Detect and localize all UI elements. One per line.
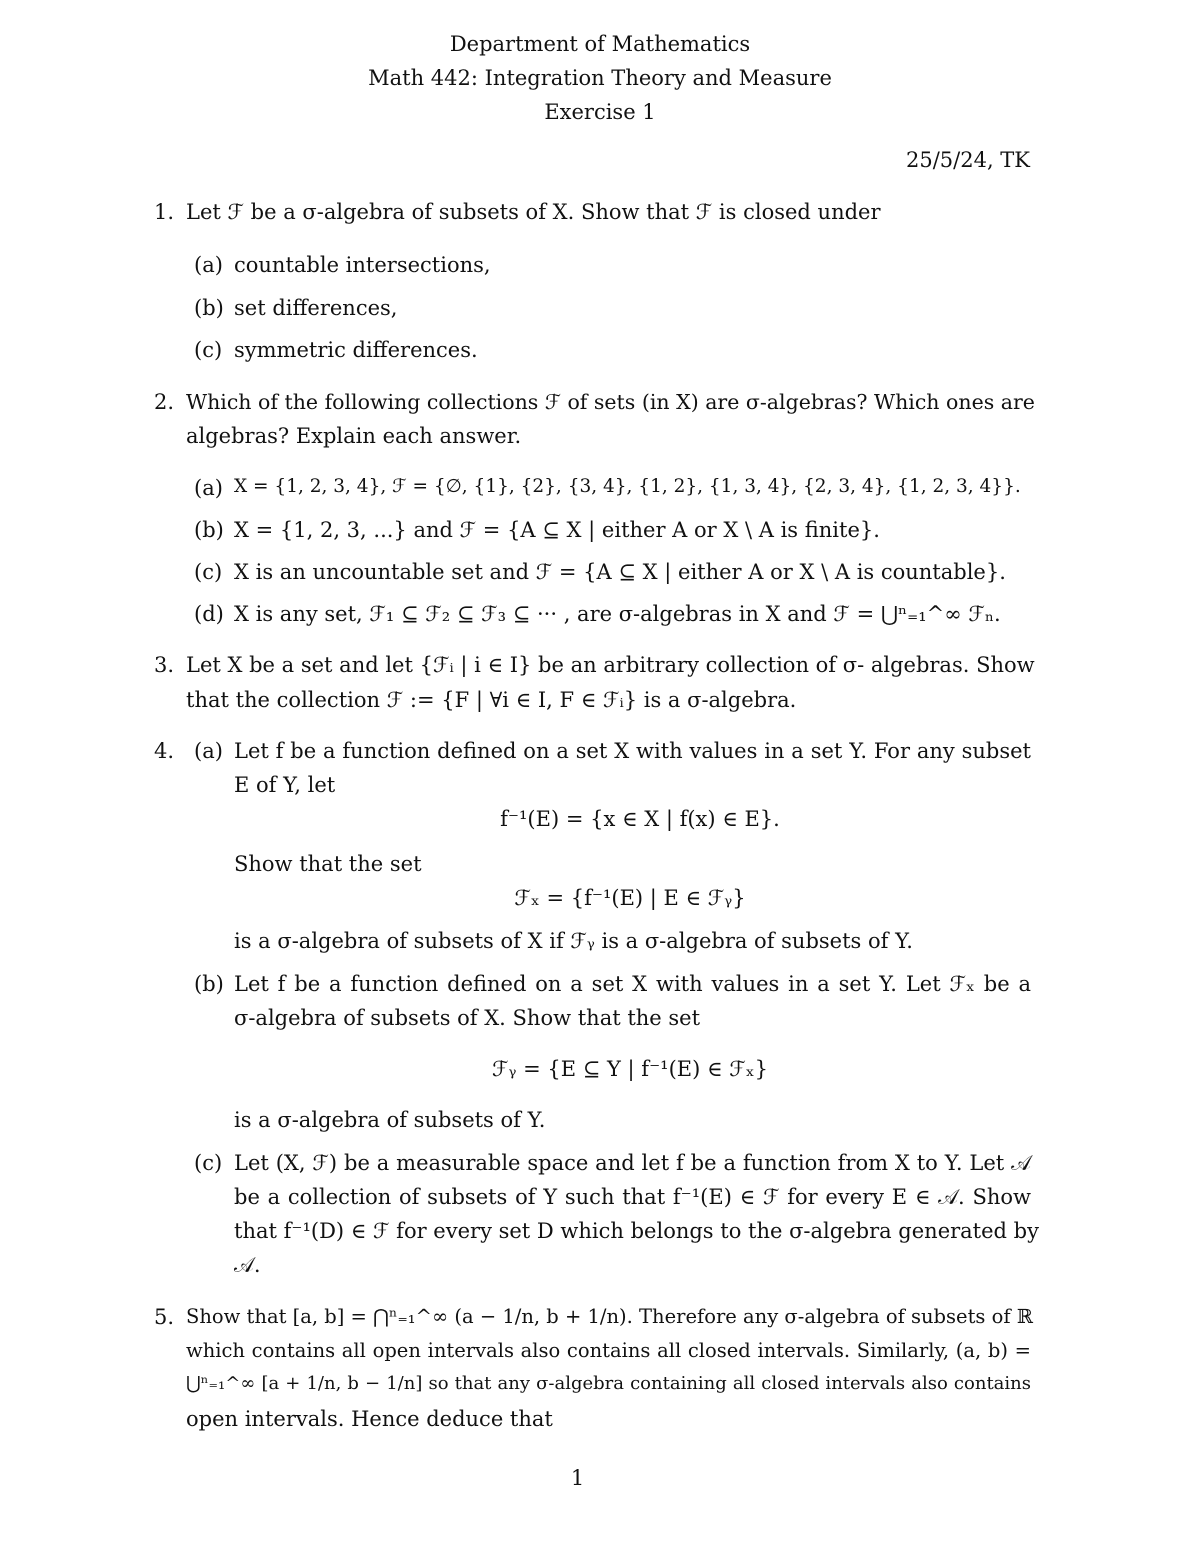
course-title: Math 442: Integration Theory and Measure xyxy=(368,66,832,90)
date-author: 25/5/24, TK xyxy=(905,148,1030,172)
problem-1-text: Let ℱ be a σ-algebra of subsets of X. Show that ℱ is closed under xyxy=(186,200,881,224)
problem-4c-text-line: that f⁻¹(D) ∈ ℱ for every set D which belongs to the σ-algebra generated by xyxy=(234,1219,1039,1243)
problem-4a-display-2: ℱₓ = {f⁻¹(E) | E ∈ ℱᵧ} xyxy=(514,886,746,910)
problem-4b-text-line: σ-algebra of subsets of X. Show that the set xyxy=(234,1006,701,1030)
problem-5-text-line: open intervals. Hence deduce that xyxy=(186,1407,553,1431)
problem-1a-label: (a) xyxy=(194,253,223,277)
problem-4b-display-1: ℱᵧ = {E ⊆ Y | f⁻¹(E) ∈ ℱₓ} xyxy=(492,1057,768,1081)
problem-4a-after-text: is a σ-algebra of subsets of X if ℱᵧ is a σ-algebra of subsets of Y. xyxy=(234,929,913,953)
problem-1-number: 1. xyxy=(154,200,175,224)
problem-4c-label: (c) xyxy=(194,1151,223,1175)
problem-2d-label: (d) xyxy=(194,602,224,626)
problem-3-number: 3. xyxy=(154,653,175,677)
problem-4c-text-line: 𝒜. xyxy=(234,1253,261,1277)
problem-4b-after-text: is a σ-algebra of subsets of Y. xyxy=(234,1108,546,1132)
problem-1a-text: countable intersections, xyxy=(234,253,491,277)
problem-1c-text: symmetric differences. xyxy=(234,338,478,362)
problem-2c-text: X is an uncountable set and ℱ = {A ⊆ X | either A or X \ A is countable}. xyxy=(234,560,1006,584)
problem-5-text-line: which contains all open intervals also contains all closed intervals. Similarly, (a, b) = xyxy=(186,1339,1031,1362)
problem-2-text-line: algebras? Explain each answer. xyxy=(186,424,522,448)
problem-4b-text-line: Let f be a function defined on a set X with values in a set Y. Let ℱₓ be a xyxy=(234,972,1031,996)
problem-4a-display-1: f⁻¹(E) = {x ∈ X | f(x) ∈ E}. xyxy=(500,807,780,831)
problem-5-number: 5. xyxy=(154,1305,175,1329)
problem-3-text-line: Let X be a set and let {ℱᵢ | i ∈ I} be an arbitrary collection of σ- algebras. Show xyxy=(186,653,1035,677)
problem-1c-label: (c) xyxy=(194,338,223,362)
problem-2a-label: (a) xyxy=(194,476,223,500)
problem-5-text-line: Show that [a, b] = ⋂ⁿ₌₁^∞ (a − 1/n, b + 1/n). Therefore any σ-algebra of subsets of ℝ xyxy=(186,1305,1033,1328)
page-number: 1 xyxy=(570,1466,585,1490)
problem-2d-text: X is any set, ℱ₁ ⊆ ℱ₂ ⊆ ℱ₃ ⊆ ··· , are σ-algebras in X and ℱ = ⋃ⁿ₌₁^∞ ℱₙ. xyxy=(234,602,1001,626)
problem-4a-mid-text: Show that the set xyxy=(234,852,422,876)
problem-2a-text: X = {1, 2, 3, 4}, ℱ = {∅, {1}, {2}, {3, 4}, {1, 2}, {1, 3, 4}, {2, 3, 4}, {1, 2, 3, 4}}. xyxy=(234,476,1021,497)
problem-4c-text-line: Let (X, ℱ) be a measurable space and let f be a function from X to Y. Let 𝒜 xyxy=(234,1151,1031,1175)
problem-2c-label: (c) xyxy=(194,560,223,584)
problem-4a-text-line: Let f be a function defined on a set X with values in a set Y. For any subset xyxy=(234,739,1031,763)
problem-4-number: 4. xyxy=(154,739,175,763)
exercise-title: Exercise 1 xyxy=(544,100,656,124)
problem-2-text-line: Which of the following collections ℱ of sets (in X) are σ-algebras? Which ones are xyxy=(186,390,1035,414)
problem-2b-label: (b) xyxy=(194,518,224,542)
problem-1b-text: set differences, xyxy=(234,296,398,320)
problem-3-text-line: that the collection ℱ := {F | ∀i ∈ I, F ∈ ℱᵢ} is a σ-algebra. xyxy=(186,688,797,712)
problem-4a-text-line: E of Y, let xyxy=(234,773,336,797)
problem-5-text-line: ⋃ⁿ₌₁^∞ [a + 1/n, b − 1/n] so that any σ-algebra containing all closed intervals also contains xyxy=(186,1373,1031,1394)
problem-4a-label: (a) xyxy=(194,739,223,763)
problem-1b-label: (b) xyxy=(194,296,224,320)
problem-2-number: 2. xyxy=(154,390,175,414)
problem-2b-text: X = {1, 2, 3, ...} and ℱ = {A ⊆ X | either A or X \ A is finite}. xyxy=(234,518,880,542)
problem-4c-text-line: be a collection of subsets of Y such that f⁻¹(E) ∈ ℱ for every E ∈ 𝒜. Show xyxy=(234,1185,1031,1209)
department-title: Department of Mathematics xyxy=(449,32,751,56)
problem-4b-label: (b) xyxy=(194,972,224,996)
